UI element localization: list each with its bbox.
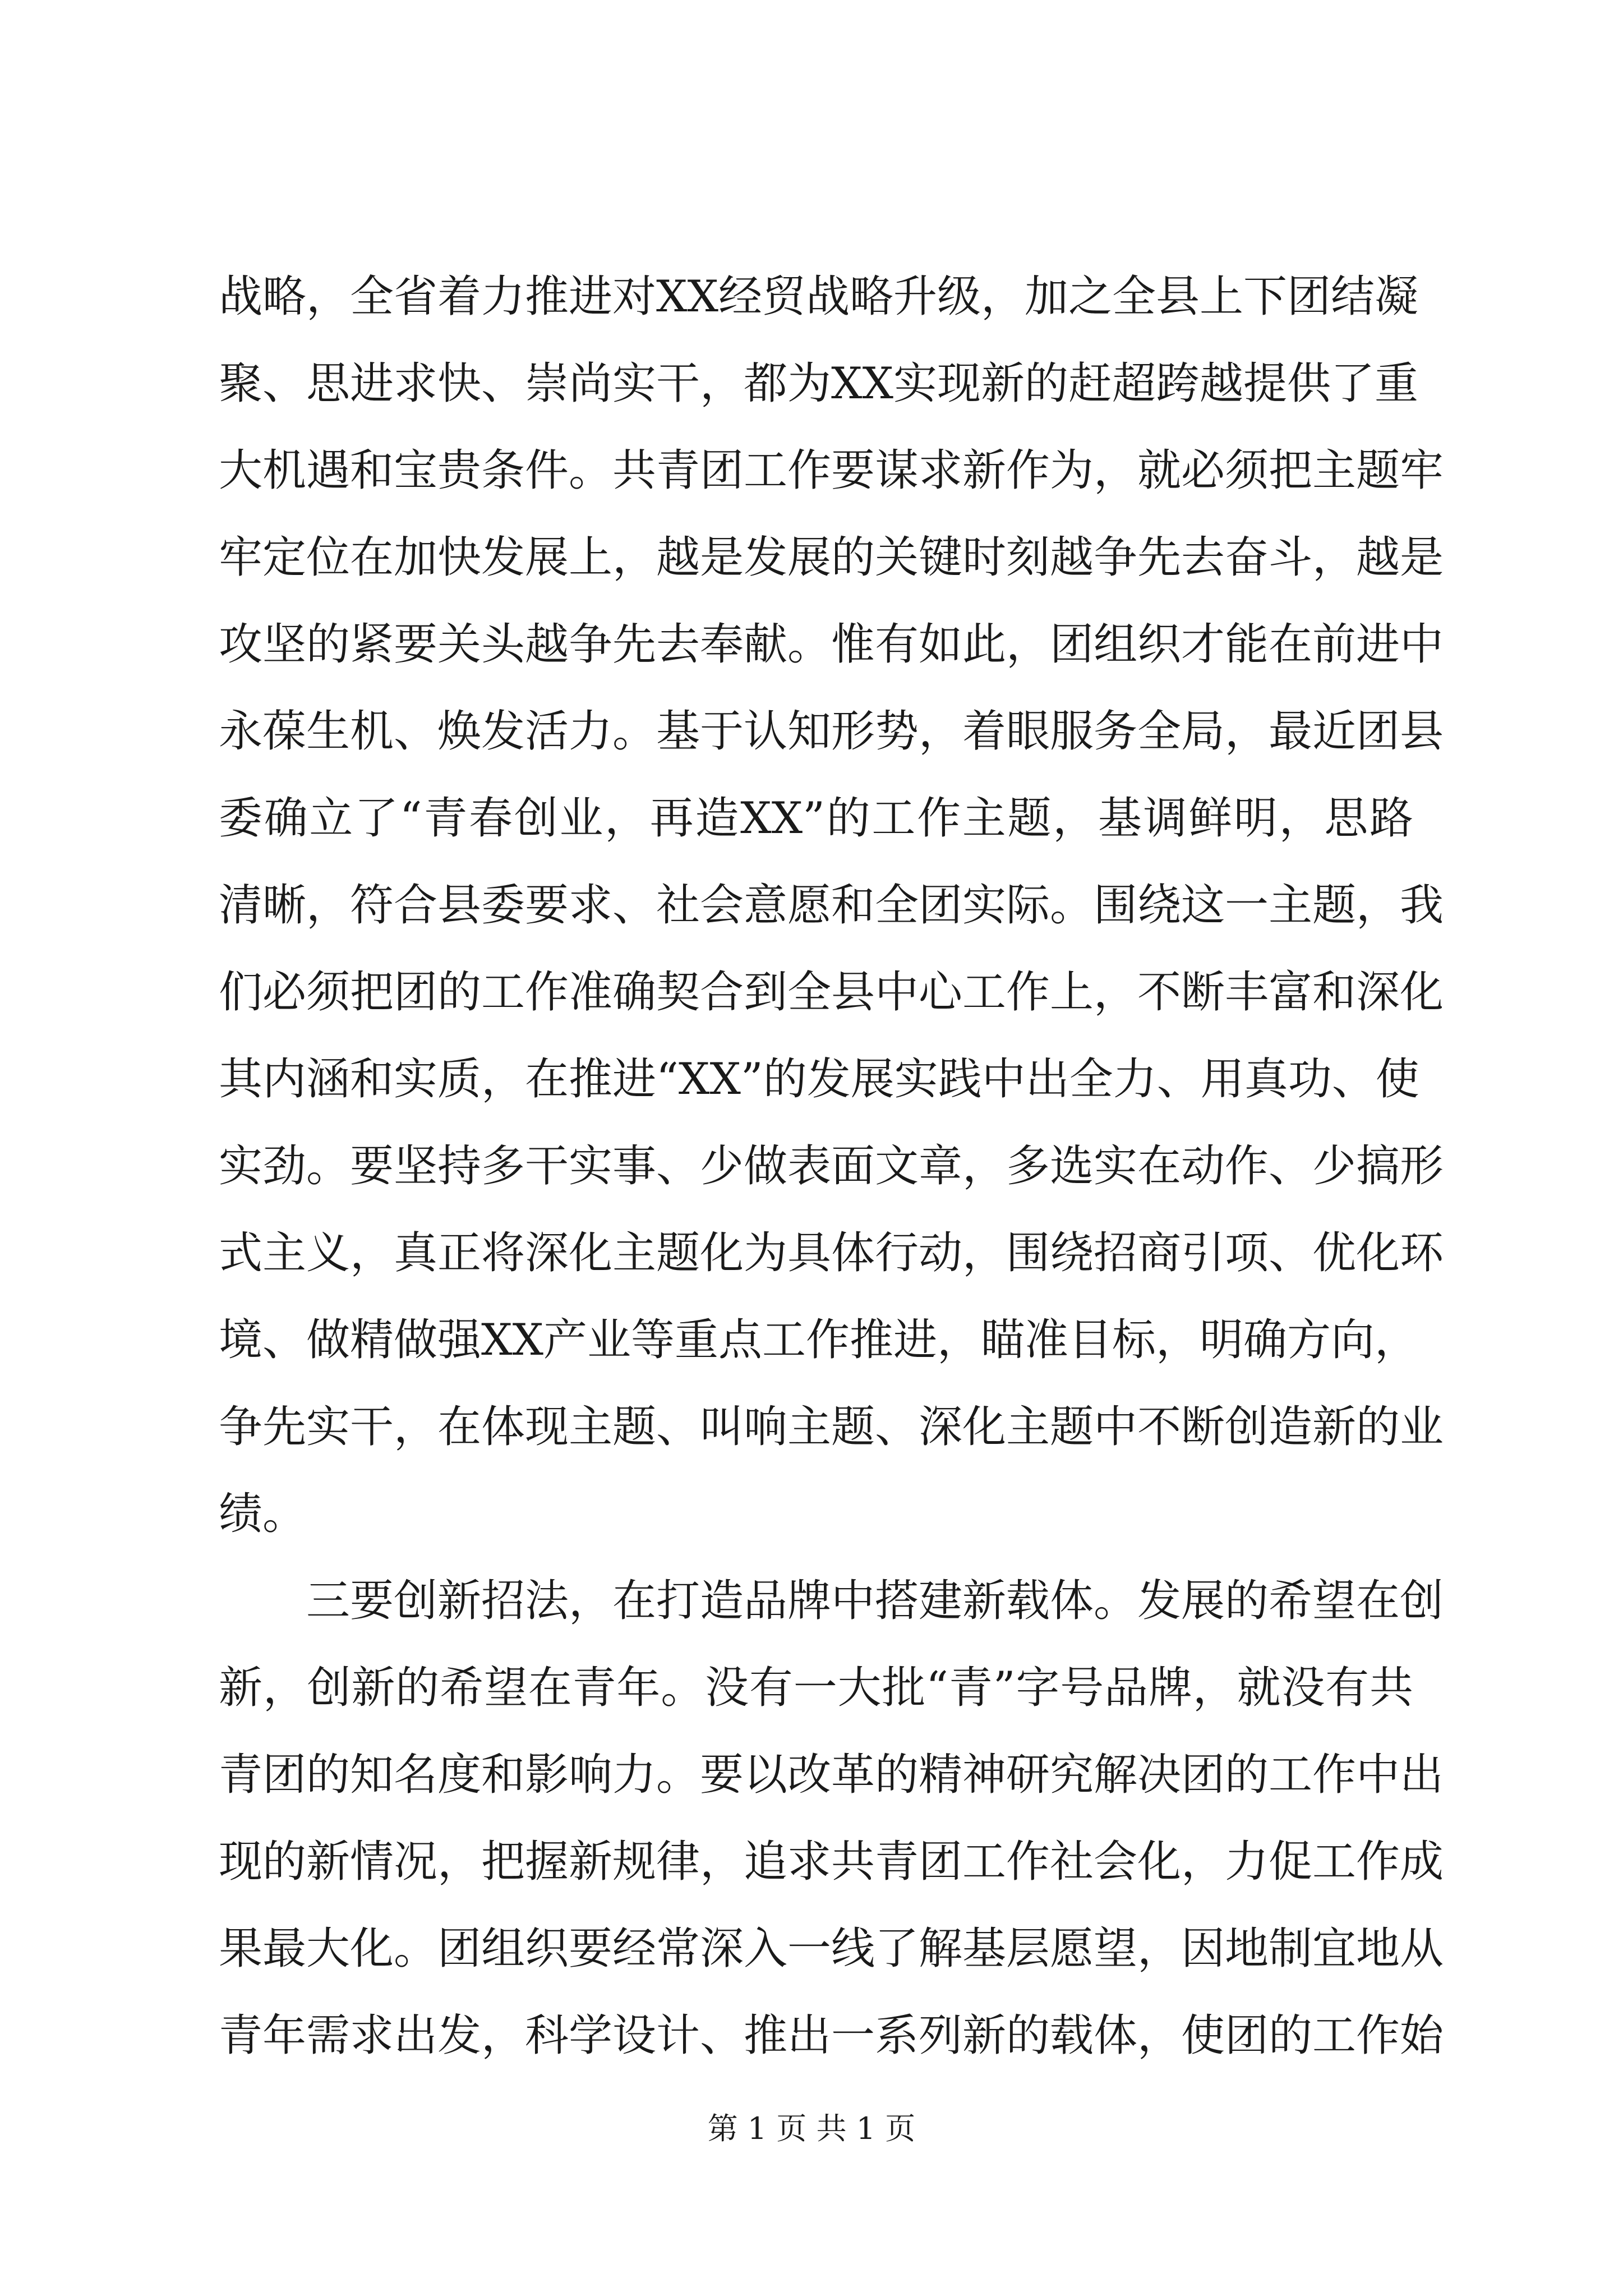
text-line: 清晰，符合县委要求、社会意愿和全团实际。围绕这一主题，我 [219, 880, 1444, 931]
text-line: 青团的知名度和影响力。要以改革的精神研究解决团的工作中出 [219, 1750, 1444, 1800]
text-line: 们必须把团的工作准确契合到全县中心工作上，不断丰富和深化 [219, 967, 1444, 1018]
text-line: 争先实干，在体现主题、叫响主题、深化主题中不断创造新的业 [219, 1402, 1444, 1452]
text-line: 实劲。要坚持多干实事、少做表面文章，多选实在动作、少搞形 [219, 1141, 1444, 1191]
text-line: 聚、思进求快、崇尚实干，都为XX实现新的赶超跨越提供了重 [219, 358, 1419, 409]
text-line: 果最大化。团组织要经常深入一线了解基层愿望，因地制宜地从 [219, 1924, 1444, 1974]
text-line: 绩。 [219, 1489, 307, 1539]
text-line: 永葆生机、焕发活力。基于认知形势，着眼服务全局，最近团县 [219, 706, 1444, 757]
text-line: 委确立了“青春创业，再造XX”的工作主题，基调鲜明，思路 [219, 793, 1413, 844]
text-line: 三要创新招法，在打造品牌中搭建新载体。发展的希望在创 [306, 1576, 1444, 1626]
text-line: 境、做精做强XX产业等重点工作推进，瞄准目标，明确方向， [219, 1315, 1419, 1365]
paragraph [219, 254, 1444, 1558]
text-line: 新，创新的希望在青年。没有一大批“青”字号品牌，就没有共 [219, 1663, 1413, 1713]
document-body [219, 254, 1444, 2079]
text-line: 战略，全省着力推进对XX经贸战略升级，加之全县上下团结凝 [219, 272, 1419, 322]
text-line: 其内涵和实质，在推进“XX”的发展实践中出全力、用真功、使 [219, 1054, 1419, 1105]
text-line: 现的新情况，把握新规律，追求共青团工作社会化，力促工作成 [219, 1837, 1444, 1887]
paragraph [219, 1558, 1444, 2079]
text-line: 式主义，真正将深化主题化为具体行动，围绕招商引项、优化环 [219, 1228, 1444, 1278]
text-line: 青年需求出发，科学设计、推出一系列新的载体，使团的工作始 [219, 2010, 1444, 2061]
text-line: 牢定位在加快发展上，越是发展的关键时刻越争先去奋斗，越是 [219, 532, 1444, 583]
page-footer: 第 1 页 共 1 页 [707, 2111, 916, 2146]
text-line: 大机遇和宝贵条件。共青团工作要谋求新作为，就必须把主题牢 [219, 445, 1444, 496]
text-line: 攻坚的紧要关头越争先去奉献。惟有如此，团组织才能在前进中 [219, 619, 1444, 670]
